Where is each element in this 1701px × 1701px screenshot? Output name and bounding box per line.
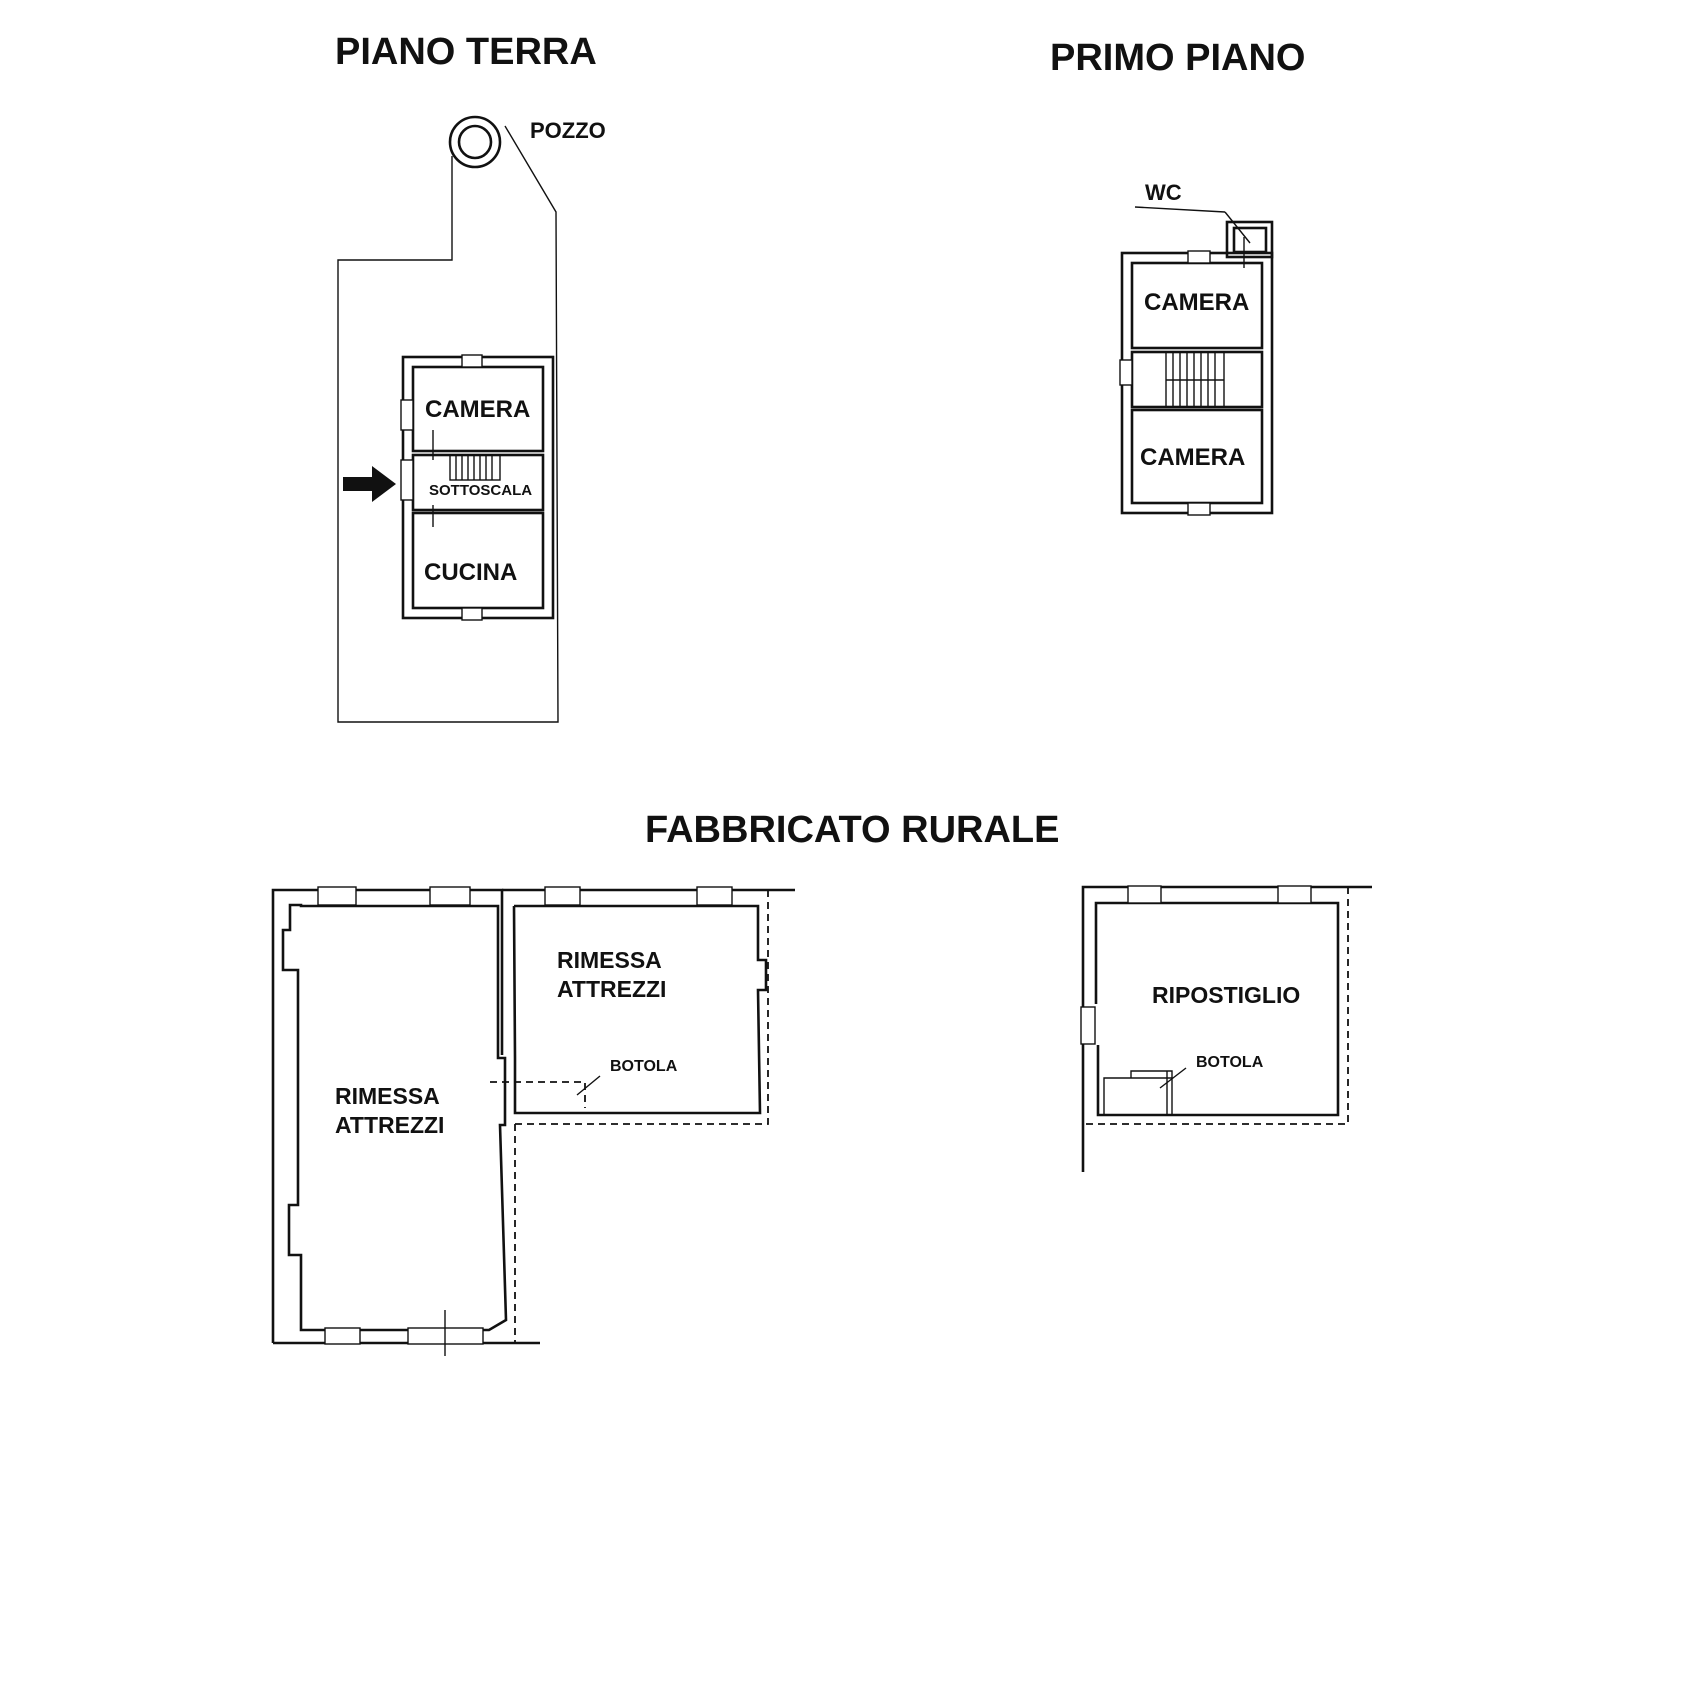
window [1278,886,1311,903]
title-piano-terra: PIANO TERRA [335,31,597,73]
window [1188,503,1210,515]
window [401,400,413,430]
label-camera-first-bottom: CAMERA [1140,444,1246,471]
ground-floor-plan [338,117,606,722]
storage-inner-wall [1096,903,1338,1115]
hatch-right [1104,1078,1172,1115]
lot-boundary [338,126,558,722]
window [325,1328,360,1344]
label-rimessa-large-2: ATTREZZI [335,1112,445,1138]
stairs-icon [1166,352,1224,407]
window [697,887,732,905]
window [1120,360,1132,385]
window [462,608,482,620]
entrance-arrow-icon [343,466,396,502]
window [1188,251,1210,263]
wc-inner [1234,228,1266,252]
label-wc: WC [1145,180,1182,205]
first-floor-plan [1120,180,1272,515]
label-pozzo: POZZO [530,118,606,143]
rural-building-sheds [273,887,795,1356]
window [401,460,413,500]
stairs-icon [450,455,500,480]
title-primo-piano: PRIMO PIANO [1050,37,1306,79]
label-rimessa-large-1: RIMESSA [335,1083,440,1109]
window [1128,886,1161,903]
label-ripostiglio: RIPOSTIGLIO [1152,982,1301,1008]
label-camera-first-top: CAMERA [1144,289,1250,316]
well-icon [450,117,500,167]
window [430,887,470,905]
rural-building-storage [1081,886,1372,1172]
label-cucina: CUCINA [424,559,518,586]
label-rimessa-small-2: ATTREZZI [557,976,667,1002]
window [462,355,482,367]
label-sottoscala: SOTTOSCALA [429,482,533,499]
wc-leader-line [1135,207,1225,212]
label-camera-ground: CAMERA [425,396,531,423]
label-botola-left: BOTOLA [610,1058,678,1075]
window [545,887,580,905]
window [1081,1007,1095,1044]
label-botola-right: BOTOLA [1196,1054,1264,1071]
shed-small-dashed-boundary [515,890,768,1124]
title-fabbricato-rurale: FABBRICATO RURALE [645,809,1060,851]
storage-outer-wall [1083,887,1372,1172]
window [318,887,356,905]
label-rimessa-small-1: RIMESSA [557,947,662,973]
